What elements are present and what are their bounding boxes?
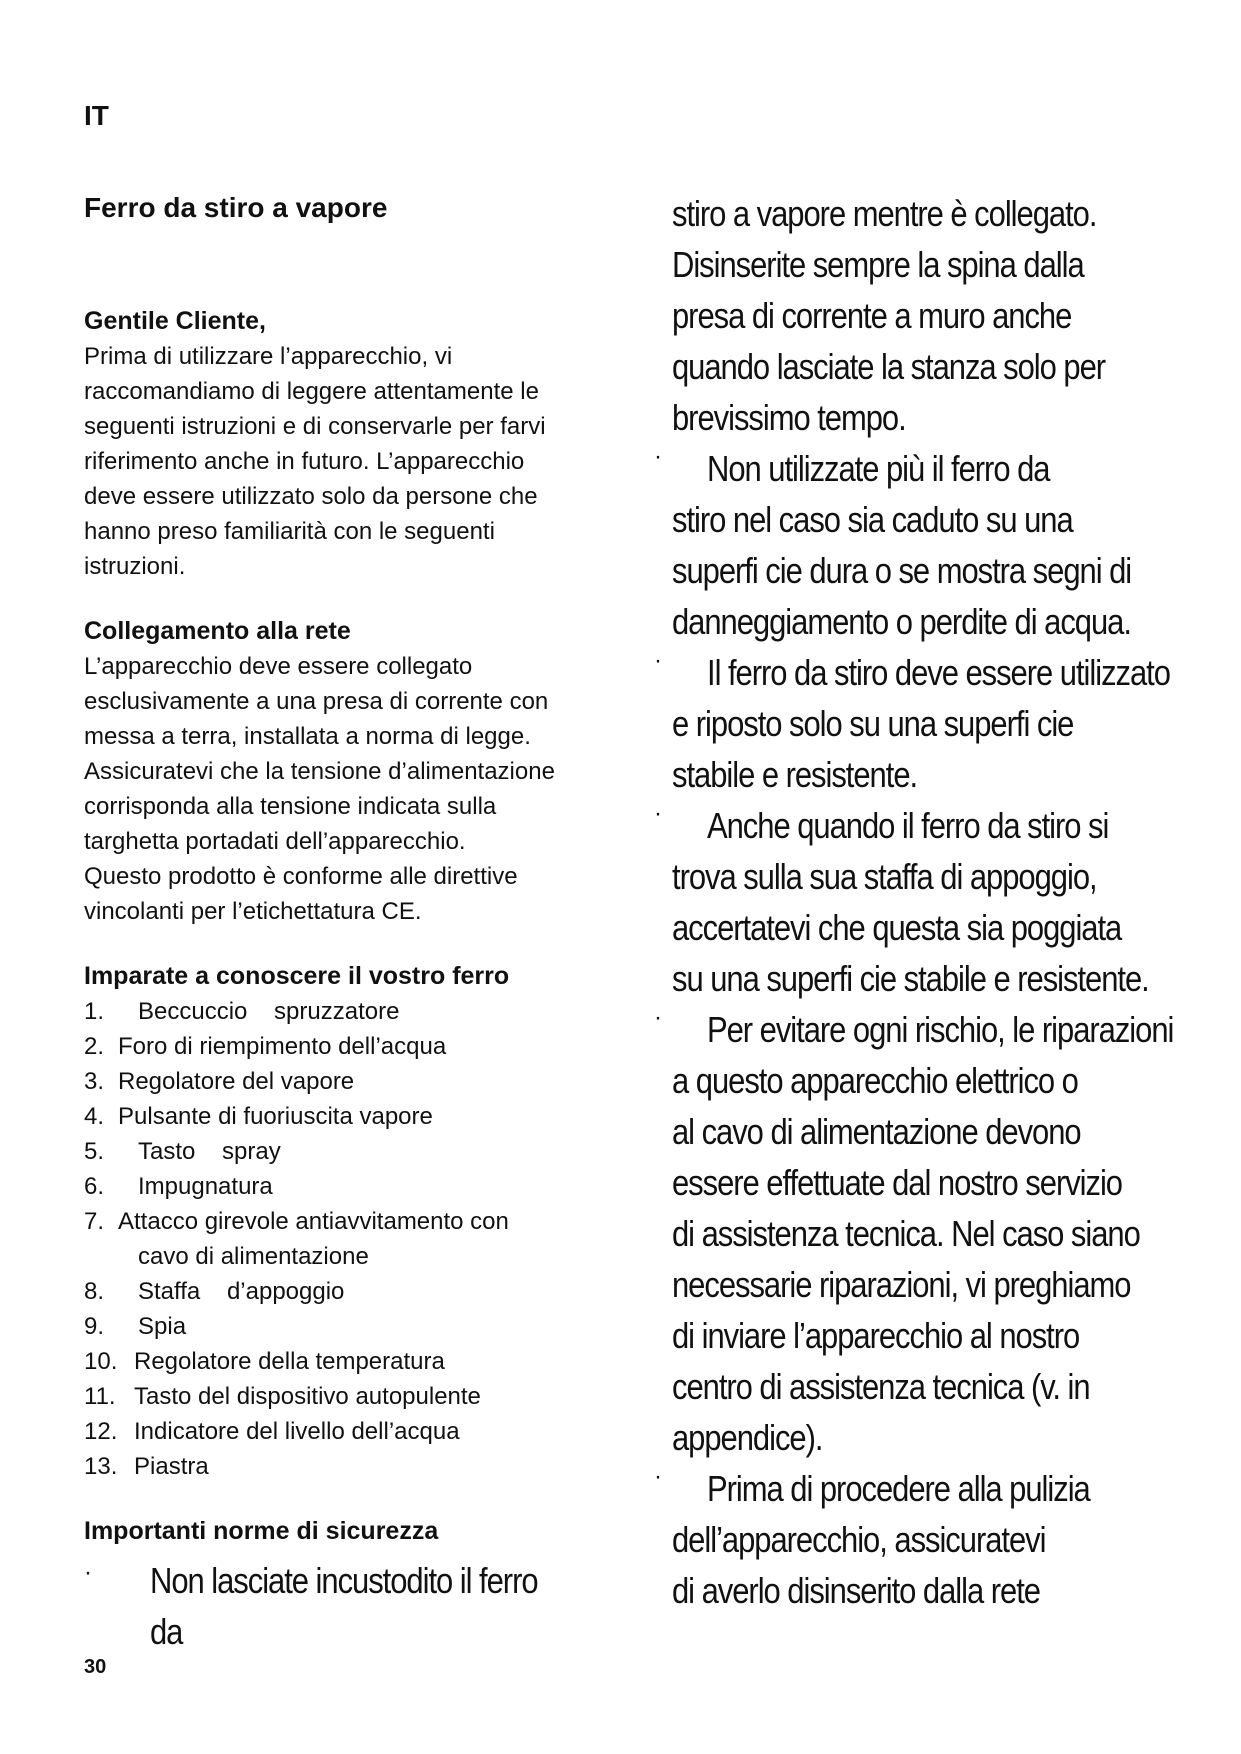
safety-text-line: Per evitare ogni rischio, le riparazioni bbox=[707, 1009, 1174, 1050]
part-number: 1. bbox=[84, 998, 105, 1025]
part-label: Attacco girevole antiavvitamento con bbox=[118, 1208, 509, 1235]
intro-text bbox=[84, 339, 614, 584]
document-title: Ferro da stiro a vapore bbox=[84, 192, 388, 223]
language-code: IT bbox=[84, 100, 109, 131]
connection-heading: Collegamento alla rete bbox=[84, 617, 351, 645]
safety-text-line: appendice). bbox=[672, 1417, 823, 1458]
bullet-marker: · bbox=[84, 1559, 92, 1586]
part-label: Regolatore del vapore bbox=[118, 1068, 355, 1095]
safety-text-line: stiro nel caso sia caduto su una bbox=[672, 499, 1073, 540]
safety-bullet-line bbox=[654, 1463, 1241, 1514]
part-item bbox=[84, 1449, 614, 1484]
part-item bbox=[84, 1064, 614, 1099]
part-number: 7. bbox=[84, 1208, 105, 1235]
part-number: 12. bbox=[84, 1418, 118, 1445]
bullet-marker: · bbox=[654, 647, 662, 674]
bullet-marker: · bbox=[654, 800, 662, 827]
part-item bbox=[84, 1134, 614, 1169]
part-item bbox=[84, 1344, 614, 1379]
part-item bbox=[84, 1099, 614, 1134]
part-item-continuation bbox=[84, 1239, 614, 1274]
part-label: Piastra bbox=[134, 1453, 209, 1480]
safety-text-line: di averlo disinserito dalla rete bbox=[672, 1570, 1040, 1611]
part-label: Foro di riempimento dell’acqua bbox=[118, 1033, 447, 1060]
safety-text-line: dell’apparecchio, assicuratevi bbox=[672, 1519, 1046, 1560]
part-item bbox=[84, 994, 614, 1029]
parts-section bbox=[84, 959, 614, 1484]
connection-text bbox=[84, 649, 614, 929]
part-number: 5. bbox=[84, 1138, 105, 1165]
bullet-marker: · bbox=[654, 443, 662, 470]
part-number: 13. bbox=[84, 1453, 118, 1480]
safety-text-line: di inviare l’apparecchio al nostro bbox=[672, 1315, 1080, 1356]
part-label: Spia bbox=[138, 1313, 187, 1340]
safety-text-line: quando lasciate la stanza solo per bbox=[672, 346, 1106, 387]
connection-line: vincolanti per l’etichettatura CE. bbox=[84, 898, 422, 925]
connection-line: esclusivamente a una presa di corrente con bbox=[84, 688, 549, 715]
connection-line: targhetta portadati dell’apparecchio. bbox=[84, 828, 466, 855]
part-item bbox=[84, 1309, 614, 1344]
safety-text-line: danneggiamento o perdite di acqua. bbox=[672, 601, 1131, 642]
connection-section bbox=[84, 614, 614, 929]
part-item bbox=[84, 1169, 614, 1204]
part-label: Beccuccio spruzzatore bbox=[138, 998, 400, 1025]
safety-text-line: Il ferro da stiro deve essere utilizzato bbox=[707, 652, 1170, 693]
safety-text-line: stabile e resistente. bbox=[672, 754, 918, 795]
intro-line: hanno preso familiarità con le seguenti bbox=[84, 518, 495, 545]
part-number: 8. bbox=[84, 1278, 105, 1305]
bullet-marker: · bbox=[654, 1004, 662, 1031]
intro-line: Prima di utilizzare l’apparecchio, vi bbox=[84, 343, 453, 370]
safety-text-line: su una superfi cie stabile e resistente. bbox=[672, 958, 1149, 999]
safety-text-line: presa di corrente a muro anche bbox=[672, 295, 1072, 336]
safety-text-line: accertatevi che questa sia poggiata bbox=[672, 907, 1122, 948]
safety-bullet-text: Non lasciate incustodito il ferro da bbox=[150, 1560, 538, 1652]
safety-text-line: essere effettuate dal nostro servizio bbox=[672, 1162, 1123, 1203]
safety-text-line: a questo apparecchio elettrico o bbox=[672, 1060, 1078, 1101]
connection-line: L’apparecchio deve essere collegato bbox=[84, 653, 473, 680]
connection-line: corrisponda alla tensione indicata sulla bbox=[84, 793, 497, 820]
part-item bbox=[84, 1414, 614, 1449]
intro-line: riferimento anche in futuro. L’apparecchio bbox=[84, 448, 525, 475]
part-number: 2. bbox=[84, 1033, 105, 1060]
part-label-continuation: cavo di alimentazione bbox=[138, 1243, 369, 1270]
intro-section bbox=[84, 304, 614, 584]
part-label: Impugnatura bbox=[138, 1173, 273, 1200]
part-number: 6. bbox=[84, 1173, 105, 1200]
safety-heading: Importanti norme di sicurezza bbox=[84, 1517, 439, 1545]
connection-line: messa a terra, installata a norma di legge. bbox=[84, 723, 531, 750]
safety-text-line: Prima di procedere alla pulizia bbox=[707, 1468, 1090, 1509]
parts-heading: Imparate a conoscere il vostro ferro bbox=[84, 962, 510, 990]
safety-text-line: e riposto solo su una superfi cie bbox=[672, 703, 1074, 744]
intro-line: raccomandiamo di leggere attentamente le bbox=[84, 378, 539, 405]
safety-text-line: Disinserite sempre la spina dalla bbox=[672, 244, 1084, 285]
safety-text-line: Non utilizzate più il ferro da bbox=[707, 448, 1050, 489]
part-number: 3. bbox=[84, 1068, 105, 1095]
part-label: Indicatore del livello dell’acqua bbox=[134, 1418, 460, 1445]
part-item bbox=[84, 1204, 614, 1239]
safety-bullet-line bbox=[654, 647, 1241, 698]
part-label: Tasto del dispositivo autopulente bbox=[134, 1383, 481, 1410]
intro-line: istruzioni. bbox=[84, 553, 186, 580]
safety-text-line: Anche quando il ferro da stiro si bbox=[707, 805, 1109, 846]
part-number: 9. bbox=[84, 1313, 105, 1340]
intro-heading: Gentile Cliente, bbox=[84, 307, 266, 335]
part-item bbox=[84, 1029, 614, 1064]
safety-bullet-line bbox=[654, 1004, 1241, 1055]
safety-first-bullet bbox=[84, 1555, 614, 1657]
part-number: 11. bbox=[84, 1383, 116, 1410]
part-number: 10. bbox=[84, 1348, 118, 1375]
part-item bbox=[84, 1379, 614, 1414]
connection-line: Questo prodotto è conforme alle direttive bbox=[84, 863, 518, 890]
connection-line: Assicuratevi che la tensione d’alimentazione bbox=[84, 758, 555, 785]
part-item bbox=[84, 1274, 614, 1309]
part-label: Tasto spray bbox=[138, 1138, 281, 1165]
safety-text-line: trova sulla sua staffa di appoggio, bbox=[672, 856, 1097, 897]
intro-line: seguenti istruzioni e di conservarle per farvi bbox=[84, 413, 546, 440]
safety-text-line: centro di assistenza tecnica (v. in bbox=[672, 1366, 1090, 1407]
safety-text-line: di assistenza tecnica. Nel caso siano bbox=[672, 1213, 1140, 1254]
safety-text-line: al cavo di alimentazione devono bbox=[672, 1111, 1081, 1152]
parts-list bbox=[84, 994, 614, 1484]
safety-text-line: brevissimo tempo. bbox=[672, 397, 906, 438]
left-column bbox=[84, 190, 614, 1657]
safety-text-line: necessarie riparazioni, vi preghiamo bbox=[672, 1264, 1131, 1305]
safety-section bbox=[84, 1514, 614, 1657]
intro-line: deve essere utilizzato solo da persone che bbox=[84, 483, 538, 510]
bullet-marker: · bbox=[654, 1463, 662, 1490]
safety-text-line: superfi cie dura o se mostra segni di bbox=[672, 550, 1132, 591]
page-number: 30 bbox=[84, 1656, 107, 1678]
safety-text-line: stiro a vapore mentre è collegato. bbox=[672, 193, 1097, 234]
part-label: Regolatore della temperatura bbox=[134, 1348, 445, 1375]
part-number: 4. bbox=[84, 1103, 105, 1130]
safety-bullet-line bbox=[654, 443, 1241, 494]
part-label: Staffa d’appoggio bbox=[138, 1278, 345, 1305]
right-column bbox=[654, 188, 1241, 1616]
safety-bullet-line bbox=[654, 800, 1241, 851]
part-label: Pulsante di fuoriuscita vapore bbox=[118, 1103, 433, 1130]
